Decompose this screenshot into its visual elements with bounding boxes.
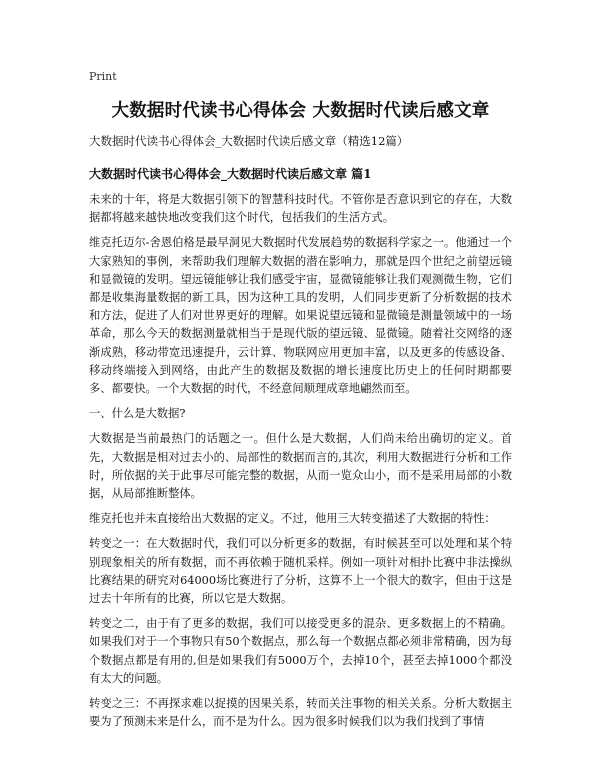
paragraph-intro: 未来的十年，将是大数据引领下的智慧科技时代。不管你是否意识到它的存在，大数据都将越来越快地改变我们这个时代，包括我们的生活方式。 <box>89 193 512 225</box>
paragraph-shift-two: 转变之二，由于有了更多的数据，我们可以接受更多的混杂、更多数据上的不精确。如果我们对于一个事物只有50个数据点，那么每一个数据点都必须非常精确，因为每个数据点都是有用的,但是如果我们有5000万个，去掉10个，甚至去掉1000个都没有太大的问题。 <box>89 617 512 685</box>
document-body <box>89 191 512 731</box>
paragraph-shift-three: 转变之三：不再探求难以捉摸的因果关系，转而关注事物的相关关系。分析大数据主要为了预测未来是什么，而不是为什么。因为很多时候我们以为我们找到了事情 <box>89 697 512 729</box>
paragraph-shift-one: 转变之一：在大数据时代，我们可以分析更多的数据，有时候甚至可以处理和某个特别现象相关的所有数据，而不再依赖于随机采样。例如一项针对相扑比赛中非法操纵比赛结果的研究对64000场比赛进行了分析，这算不上一个很大的数字，但由于这是过去十年所有的比赛，所以它是大数据。 <box>89 537 512 606</box>
paragraph-heading-what: 一、什么是大数据? <box>89 407 186 421</box>
paragraph-three-shifts: 维克托也并未直接给出大数据的定义。不过，他用三大转变描述了大数据的特性： <box>89 512 496 526</box>
paragraph-telescope: 维克托迈尔-舍恩伯格是最早洞见大数据时代发展趋势的数据科学家之一。他通过一个大家熟知的事例，来帮助我们理解大数据的潜在影响力，那就是四个世纪之前望远镜和显微镜的发明。望远镜能够让我们感受宇宙，显微镜能够让我们观测微生物，它们都是收集海量数据的新工具，因为这种工具的发明，人们同步更新了分析数据的技术和方法，促进了人们对世界更好的理解。如果说望远镜和显微镜是测量领域中的一场革命，那么今天的数据测量就相当于是现代版的望远镜、显微镜。随着社交网络的逐渐成熟，移动带宽迅速提升，云计算、物联网应用更加丰富，以及更多的传感设备、移动终端接入到网络，由此产生的数据及数据的增长速度比历史上的任何时期都要多、都要快。一个大数据的时代，不经意间顺理成章地翩然而至。 <box>89 236 512 396</box>
section-title: 大数据时代读书心得体会_大数据时代读后感文章 篇1 <box>89 167 372 181</box>
print-label: Print <box>89 70 117 83</box>
document-subtitle: 大数据时代读书心得体会_大数据时代读后感文章（精选12篇） <box>89 134 409 148</box>
document-title: 大数据时代读书心得体会 大数据时代读后感文章 <box>111 101 490 121</box>
paragraph-definition: 大数据是当前最热门的话题之一。但什么是大数据，人们尚未给出确切的定义。首先，大数据是相对过去小的、局部性的数据而言的,其次，利用大数据进行分析和工作时，所依据的关于此事尽可能完整的数据，从而一览众山小，而不是采用局部的小数据，从局部推断整体。 <box>89 432 512 501</box>
